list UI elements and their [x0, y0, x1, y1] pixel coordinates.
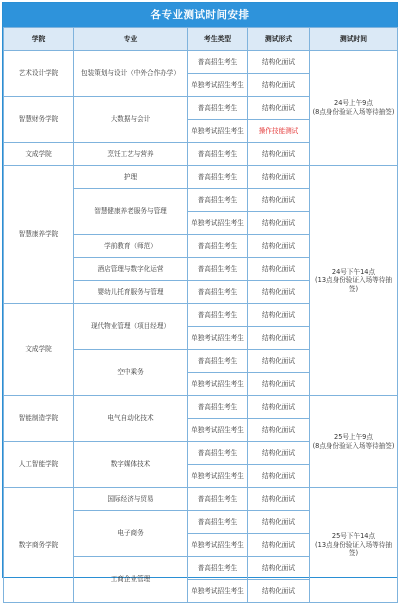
major-cell: 包装策划与设计（中外合作办学） [74, 51, 188, 97]
major-cell: 烹饪工艺与营养 [74, 143, 188, 166]
test-form-cell: 结构化面试 [248, 373, 310, 396]
test-form-cell: 结构化面试 [248, 465, 310, 488]
college-cell: 智慧财务学院 [4, 97, 74, 143]
candidate-type-cell: 普高招生考生 [188, 189, 248, 212]
header-test-form: 测试形式 [248, 28, 310, 51]
table-header-row [4, 28, 398, 51]
test-time-cell [310, 488, 398, 603]
test-time-note: (8点身份验证入场等待抽签) [312, 441, 395, 450]
major-cell: 工商企业管理 [74, 557, 188, 603]
candidate-type-cell: 单独考试招生考生 [188, 327, 248, 350]
major-cell: 婴幼儿托育服务与管理 [74, 281, 188, 304]
major-cell: 数字媒体技术 [74, 442, 188, 488]
table-row [4, 51, 398, 74]
major-cell: 空中乘务 [74, 350, 188, 396]
candidate-type-cell: 单独考试招生考生 [188, 74, 248, 97]
candidate-type-cell: 普高招生考生 [188, 350, 248, 373]
candidate-type-cell: 普高招生考生 [188, 511, 248, 534]
table-row [4, 166, 398, 189]
major-cell: 护理 [74, 166, 188, 189]
test-form-cell: 结构化面试 [248, 557, 310, 580]
test-form-cell: 结构化面试 [248, 97, 310, 120]
test-form-cell: 结构化面试 [248, 212, 310, 235]
table-row [4, 396, 398, 419]
schedule-table [3, 27, 398, 603]
college-cell: 人工智能学院 [4, 442, 74, 488]
test-form-cell: 结构化面试 [248, 419, 310, 442]
test-form-cell: 结构化面试 [248, 304, 310, 327]
candidate-type-cell: 普高招生考生 [188, 281, 248, 304]
test-time-note: (13点身份验证入场等待抽签) [315, 276, 392, 293]
schedule-frame [2, 2, 398, 595]
test-time-text: 25号上午9点 [334, 432, 373, 441]
major-cell: 大数据与会计 [74, 97, 188, 143]
test-form-cell: 结构化面试 [248, 511, 310, 534]
candidate-type-cell: 单独考试招生考生 [188, 212, 248, 235]
major-cell: 学前教育（师范） [74, 235, 188, 258]
test-form-cell: 结构化面试 [248, 580, 310, 603]
header-test-time: 测试时间 [310, 28, 398, 51]
test-form-cell: 结构化面试 [248, 189, 310, 212]
candidate-type-cell: 普高招生考生 [188, 166, 248, 189]
test-time-cell [310, 166, 398, 396]
test-form-cell: 结构化面试 [248, 488, 310, 511]
test-form-cell: 结构化面试 [248, 281, 310, 304]
test-form-cell: 结构化面试 [248, 442, 310, 465]
candidate-type-cell: 普高招生考生 [188, 304, 248, 327]
test-form-cell: 结构化面试 [248, 166, 310, 189]
test-form-cell: 结构化面试 [248, 350, 310, 373]
test-form-cell: 结构化面试 [248, 534, 310, 557]
college-cell: 文成学院 [4, 143, 74, 166]
candidate-type-cell: 普高招生考生 [188, 442, 248, 465]
candidate-type-cell: 单独考试招生考生 [188, 373, 248, 396]
test-form-cell: 结构化面试 [248, 258, 310, 281]
test-form-cell: 结构化面试 [248, 51, 310, 74]
test-form-cell: 结构化面试 [248, 327, 310, 350]
candidate-type-cell: 普高招生考生 [188, 51, 248, 74]
candidate-type-cell: 普高招生考生 [188, 258, 248, 281]
test-form-cell: 结构化面试 [248, 143, 310, 166]
candidate-type-cell: 普高招生考生 [188, 557, 248, 580]
header-major: 专业 [74, 28, 188, 51]
test-time-cell [310, 51, 398, 166]
test-form-cell: 结构化面试 [248, 235, 310, 258]
candidate-type-cell: 普高招生考生 [188, 235, 248, 258]
college-cell: 智慧康养学院 [4, 166, 74, 304]
candidate-type-cell: 单独考试招生考生 [188, 120, 248, 143]
test-time-note: (13点身份验证入场等待抽签) [315, 540, 392, 558]
header-college: 学院 [4, 28, 74, 51]
college-cell: 文成学院 [4, 304, 74, 396]
test-time-cell [310, 396, 398, 488]
test-time-text: 24号下午14点 [331, 267, 376, 276]
candidate-type-cell: 普高招生考生 [188, 396, 248, 419]
candidate-type-cell: 普高招生考生 [188, 143, 248, 166]
major-cell: 电气自动化技术 [74, 396, 188, 442]
candidate-type-cell: 单独考试招生考生 [188, 465, 248, 488]
test-time-note: (8点身份验证入场等待抽签) [312, 108, 395, 116]
major-cell: 酒店管理与数字化运营 [74, 258, 188, 281]
header-candidate-type: 考生类型 [188, 28, 248, 51]
test-time-text: 25号下午14点 [331, 532, 376, 541]
college-cell: 智能制造学院 [4, 396, 74, 442]
candidate-type-cell: 普高招生考生 [188, 488, 248, 511]
candidate-type-cell: 单独考试招生考生 [188, 419, 248, 442]
test-form-cell: 结构化面试 [248, 74, 310, 97]
page-title: 各专业测试时间安排 [3, 3, 397, 27]
major-cell: 国际经济与贸易 [74, 488, 188, 511]
college-cell: 数字商务学院 [4, 488, 74, 603]
major-cell: 现代物业管理（项目经理） [74, 304, 188, 350]
college-cell: 艺术设计学院 [4, 51, 74, 97]
test-form-cell-highlight: 操作技能测试 [248, 120, 310, 143]
candidate-type-cell: 单独考试招生考生 [188, 534, 248, 557]
table-row [4, 488, 398, 511]
test-form-cell: 结构化面试 [248, 396, 310, 419]
major-cell: 电子商务 [74, 511, 188, 557]
major-cell: 智慧健康养老服务与管理 [74, 189, 188, 235]
candidate-type-cell: 单独考试招生考生 [188, 580, 248, 603]
candidate-type-cell: 普高招生考生 [188, 97, 248, 120]
test-time-text: 24号上午9点 [334, 99, 373, 108]
